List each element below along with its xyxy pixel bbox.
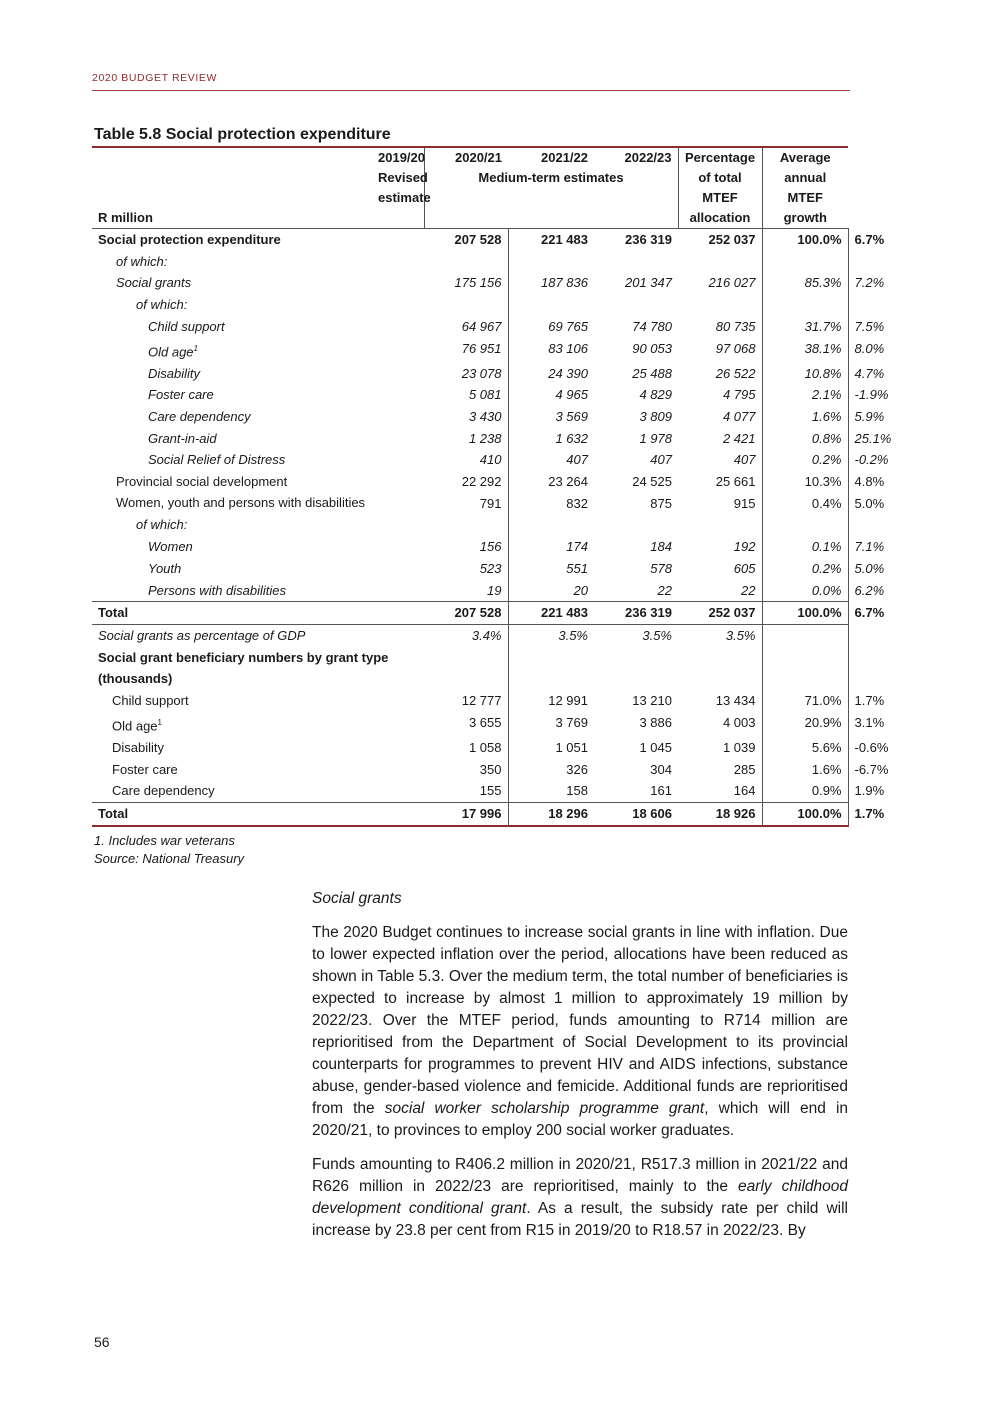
table-cell: 156 [479, 539, 502, 555]
table-cell [594, 668, 678, 690]
table-cell: 791 [479, 495, 502, 511]
table-cell: 201 347 [625, 275, 672, 291]
table-cell: 3 886 [639, 714, 672, 730]
table-cell: 350 [479, 761, 502, 777]
table-cell [508, 647, 594, 669]
table-row: Grant-in-aid 1 238 1 632 1 978 2 421 0.8% 25.1% [92, 428, 848, 450]
table-cell: 76 951 [461, 340, 502, 356]
table-row [92, 514, 848, 536]
footnote: 1. Includes war veterans [94, 833, 235, 848]
row-label: Care dependency [112, 783, 215, 799]
table-cell: 410 [479, 452, 502, 468]
table-cell: 326 [508, 759, 594, 781]
table-cell [678, 668, 762, 690]
table-row: Total 17 996 18 296 18 606 18 926 100.0% 1.7% [92, 802, 848, 825]
table-cell: 4 003 [722, 714, 756, 730]
table-cell [678, 647, 762, 669]
col-percentage: Percentage [678, 148, 762, 168]
table-cell: 100.0% [762, 802, 848, 825]
table-notes [94, 832, 244, 868]
table-row: Disability 1 058 1 051 1 045 1 039 5.6% -0.6% [92, 737, 848, 759]
table-cell [762, 251, 848, 273]
table-cell: 252 037 [678, 602, 762, 625]
row-label: Total [92, 602, 372, 625]
table-cell: 207 528 [454, 232, 502, 247]
table-row: Old age$^1$ 76 951 83 106 90 053 97 068 38.1% 8.0% [92, 338, 848, 363]
row-label: Old age$^1$ [148, 343, 198, 359]
row-label: (thousands) [98, 671, 173, 687]
table-cell: 161 [650, 783, 672, 799]
table-row: Foster care 350 326 304 285 1.6% -6.7% [92, 759, 848, 781]
table-cell: 605 [733, 560, 756, 576]
table-cell: 4 077 [722, 408, 756, 424]
table-cell: 12 991 [508, 690, 594, 712]
table-cell [508, 251, 594, 273]
col-of-total: of total [678, 168, 762, 188]
col-2019-20: 2019/20 [378, 150, 425, 165]
col-allocation: allocation [678, 208, 762, 229]
table-row: Social grants 175 156 187 836 201 347 216 027 85.3% 7.2% [92, 272, 848, 294]
table-row: Child support 12 777 12 991 13 210 13 434 71.0% 1.7% [92, 690, 848, 712]
row-label: Grant-in-aid [148, 430, 217, 446]
header-row-4 [92, 208, 848, 229]
table-cell: 832 [508, 493, 594, 515]
col-average: Average [762, 148, 848, 168]
table-cell [678, 294, 762, 316]
table-cell: 18 296 [508, 802, 594, 825]
table-cell: 3 569 [508, 406, 594, 428]
table-cell [594, 647, 678, 669]
col-annual: annual [762, 168, 848, 188]
table-row [92, 668, 848, 690]
col-medium-term: Medium-term estimates [424, 168, 678, 188]
row-label: Persons with disabilities [92, 580, 372, 602]
table-cell [508, 294, 594, 316]
table-row: Youth 523 551 578 605 0.2% 5.0% [92, 558, 848, 580]
table-cell [372, 514, 508, 536]
table-cell: 1 058 [468, 739, 502, 755]
table-row: Women 156 174 184 192 0.1% 7.1% [92, 536, 848, 558]
row-label: Social Relief of Distress [148, 452, 286, 468]
table-cell: 304 [650, 761, 672, 777]
table-row: Disability 23 078 24 390 25 488 26 522 10.8% 4.7% [92, 363, 848, 385]
table-cell: 175 156 [454, 275, 502, 291]
table-cell: 18 926 [678, 802, 762, 825]
table-cell: 1 045 [639, 739, 672, 755]
table-cell: 285 [733, 761, 756, 777]
table-cell: 85.3% [762, 272, 848, 294]
row-label: Disability [148, 365, 201, 381]
col-growth: growth [762, 208, 848, 229]
table-cell: 1 632 [508, 428, 594, 450]
table-cell: 19 [372, 580, 508, 602]
table-cell: 407 [733, 452, 756, 468]
table-cell: 20 [508, 580, 594, 602]
table-cell [762, 514, 848, 536]
table-row [92, 294, 848, 316]
running-header: 2020 BUDGET REVIEW [92, 68, 850, 91]
row-label: of which: [116, 253, 168, 269]
table-cell: 915 [733, 495, 756, 511]
row-label: Social grant beneficiary numbers by grant type [98, 649, 389, 665]
table-cell: 13 210 [632, 693, 672, 709]
table-cell: 875 [650, 495, 672, 511]
table-cell: 83 106 [508, 338, 594, 363]
row-label: of which: [136, 297, 188, 313]
table-cell: 1.6% [762, 406, 848, 428]
table-cell [508, 514, 594, 536]
table-cell: 26 522 [715, 365, 756, 381]
table-cell: 0.9% [762, 780, 848, 802]
paragraph-1: The 2020 Budget continues to increase social grants in line with inflation. Due to lower expected inflation over the period, allocations have been reduced as shown in Table 5.3. Over the medium term, the total number of beneficiaries is expected to increase by almost 1 million to approximately 19 million by 2022/23. Over the MTEF period, funds amounting to R714 million are reprioritised from the Department of Social Development to its provincial counterparts for programmes to prevent HIV and AIDS infections, substance abuse, gender-based violence and femicide. Additional funds are reprioritised from the social worker scholarship programme grant, which will end in 2020/21, to provinces to employ 200 social worker graduates. [312, 924, 849, 1139]
row-label: Old age$^1$ [112, 717, 162, 734]
table-cell: 221 483 [508, 602, 594, 625]
table-cell: 0.2% [762, 449, 848, 471]
table-cell: 407 [650, 452, 672, 468]
row-label: Social grants as percentage of GDP [98, 627, 306, 643]
table-cell: 23 078 [461, 365, 502, 381]
table-cell: 22 [678, 580, 762, 602]
source-note: Source: National Treasury [94, 851, 245, 866]
header-row-2 [92, 168, 848, 188]
table-cell [762, 294, 848, 316]
table-cell: 221 483 [508, 229, 594, 251]
table-cell: 3.5% [642, 627, 672, 643]
row-label: Total [92, 802, 372, 825]
table-cell: 2.1% [762, 384, 848, 406]
col-2022-23: 2022/23 [624, 150, 672, 165]
table-cell: 100.0% [762, 229, 848, 251]
footnote-marker: 1 [193, 343, 198, 353]
table-cell: 24 390 [508, 363, 594, 385]
col-r-million: R million [92, 208, 372, 229]
table-cell [594, 294, 678, 316]
row-label: Social grants [116, 275, 192, 291]
table-cell: 0.8% [762, 428, 848, 450]
table-cell [762, 624, 848, 646]
table-cell: 192 [733, 539, 756, 555]
table-row: Social Relief of Distress 410 407 407 407 0.2% -0.2% [92, 449, 848, 471]
table-cell [594, 251, 678, 273]
table-cell: 0.4% [762, 493, 848, 515]
page-number: 56 [94, 1334, 110, 1350]
expenditure-table [92, 148, 892, 827]
table-cell: 20.9% [762, 712, 848, 737]
row-label: Care dependency [148, 408, 251, 424]
table-cell: 2 421 [722, 430, 756, 446]
table-cell: 207 528 [372, 602, 508, 625]
expenditure-table-wrapper [92, 146, 892, 827]
table-cell: 4 965 [508, 384, 594, 406]
table-row: Old age$^1$ 3 655 3 769 3 886 4 003 20.9% 3.1% [92, 712, 848, 737]
row-label: Provincial social development [116, 474, 288, 490]
table-cell: 38.1% [762, 338, 848, 363]
table-cell: 0.2% [762, 558, 848, 580]
table-cell: 12 777 [461, 693, 502, 709]
table-row: Child support 64 967 69 765 74 780 80 735 31.7% 7.5% [92, 316, 848, 338]
row-label: Disability [112, 739, 165, 755]
table-cell: 80 735 [715, 318, 756, 334]
table-row: Care dependency 3 430 3 569 3 809 4 077 1.6% 5.9% [92, 406, 848, 428]
table-cell [678, 514, 762, 536]
table-cell: 22 [594, 580, 678, 602]
table-cell: 0.0% [762, 580, 848, 602]
table-cell: 5.6% [762, 737, 848, 759]
row-label: Youth [148, 560, 182, 576]
table-cell: 3.5% [725, 627, 756, 643]
table-row: Total 207 528 221 483 236 319 252 037 100.0% 6.7% [92, 602, 848, 625]
table-cell: 3 809 [639, 408, 672, 424]
table-cell: 64 967 [461, 318, 502, 334]
table-cell: 71.0% [762, 690, 848, 712]
table-cell: 10.8% [762, 363, 848, 385]
row-label: Child support [112, 693, 189, 709]
table-cell: 3 655 [468, 714, 502, 730]
paragraph-2: Funds amounting to R406.2 million in 2020/21, R517.3 million in 2021/22 and R626 million in 2022/23 are reprioritised, mainly to the early childhood development conditional grant. As a result, the subsidy rate per child will increase by 23.8 per cent from R15 in 2019/20 to R18.57 in 2022/23. By [312, 1156, 849, 1239]
table-row: Women, youth and persons with disabilities 791 832 875 915 0.4% 5.0% [92, 493, 848, 515]
table-cell [372, 251, 508, 273]
table-cell: 10.3% [762, 471, 848, 493]
table-cell: 407 [508, 449, 594, 471]
table-cell [594, 514, 678, 536]
table-row: Persons with disabilities 19 20 22 22 0.0% 6.2% [92, 580, 848, 602]
table-cell: 4 795 [722, 387, 756, 403]
table-row [92, 647, 848, 669]
table-title: Table 5.8 Social protection expenditure [94, 126, 391, 143]
row-label: Women, youth and persons with disabilities [116, 494, 366, 510]
table-cell: 17 996 [372, 802, 508, 825]
row-label: Social protection expenditure [98, 232, 281, 247]
table-cell: 1 978 [639, 430, 672, 446]
table-cell: 252 037 [708, 232, 756, 247]
table-cell: 69 765 [508, 316, 594, 338]
table-cell: 90 053 [632, 340, 672, 356]
table-cell: 1 051 [508, 737, 594, 759]
table-cell [678, 251, 762, 273]
table-cell: 18 606 [594, 802, 678, 825]
table-cell: 31.7% [762, 316, 848, 338]
row-label: of which: [136, 517, 188, 533]
table-cell [372, 294, 508, 316]
table-cell [762, 647, 848, 669]
table-cell: 25 661 [715, 474, 756, 490]
table-row: Social protection expenditure 207 528 221 483 236 319 252 037 100.0% 6.7% [92, 229, 848, 251]
table-cell: 24 525 [632, 474, 672, 490]
table-row [92, 624, 848, 646]
table-cell: 187 836 [508, 272, 594, 294]
table-cell: 100.0% [762, 602, 848, 625]
table-cell: 3.5% [508, 624, 594, 646]
col-2021-22: 2021/22 [541, 150, 588, 165]
table-row: Provincial social development 22 292 23 264 24 525 25 661 10.3% 4.8% [92, 471, 848, 493]
table-cell [372, 647, 508, 669]
header-row-3 [92, 188, 848, 208]
table-cell: 551 [508, 558, 594, 580]
table-cell [762, 668, 848, 690]
col-estimate: estimate [378, 190, 431, 205]
row-label: Foster care [112, 761, 178, 777]
table-cell: 0.1% [762, 536, 848, 558]
table-cell: 164 [733, 783, 756, 799]
body-text [312, 888, 848, 1254]
table-cell: 578 [650, 560, 672, 576]
table-cell [372, 668, 508, 690]
table-cell: 236 319 [594, 602, 678, 625]
table-cell [508, 668, 594, 690]
table-cell: 523 [479, 560, 502, 576]
table-cell: 158 [508, 780, 594, 802]
table-cell: 1.6% [762, 759, 848, 781]
table-cell: 97 068 [715, 340, 756, 356]
table-cell: 216 027 [708, 275, 756, 291]
table-cell: 5 081 [468, 387, 502, 403]
footnote-marker: 1 [157, 717, 162, 727]
table-cell: 1 238 [468, 430, 502, 446]
table-cell: 3.4% [471, 627, 502, 643]
header-row-1 [92, 148, 848, 168]
col-2020-21: 2020/21 [424, 148, 508, 168]
section-heading: Social grants [312, 890, 402, 907]
row-label: Child support [148, 318, 225, 334]
col-revised: Revised [378, 170, 428, 185]
table-row: Foster care 5 081 4 965 4 829 4 795 2.1% -1.9% [92, 384, 848, 406]
table-row [92, 251, 848, 273]
table-cell: 184 [650, 539, 672, 555]
table-cell: 3 430 [468, 408, 502, 424]
table-cell: 22 292 [461, 474, 502, 490]
col-mtef-2: MTEF [762, 188, 848, 208]
table-cell: 4 829 [639, 387, 672, 403]
col-mtef: MTEF [678, 188, 762, 208]
table-cell: 3 769 [508, 712, 594, 737]
row-label: Women [148, 539, 193, 555]
table-cell: 25 488 [632, 365, 672, 381]
table-cell: 74 780 [632, 318, 672, 334]
row-label: Foster care [148, 387, 214, 403]
table-cell: 174 [508, 536, 594, 558]
table-cell: 1 039 [722, 739, 756, 755]
table-cell: 13 434 [715, 693, 756, 709]
table-cell: 155 [479, 783, 502, 799]
table-row: Care dependency 155 158 161 164 0.9% 1.9% [92, 780, 848, 802]
table-cell: 236 319 [625, 232, 672, 247]
table-cell: 23 264 [508, 471, 594, 493]
